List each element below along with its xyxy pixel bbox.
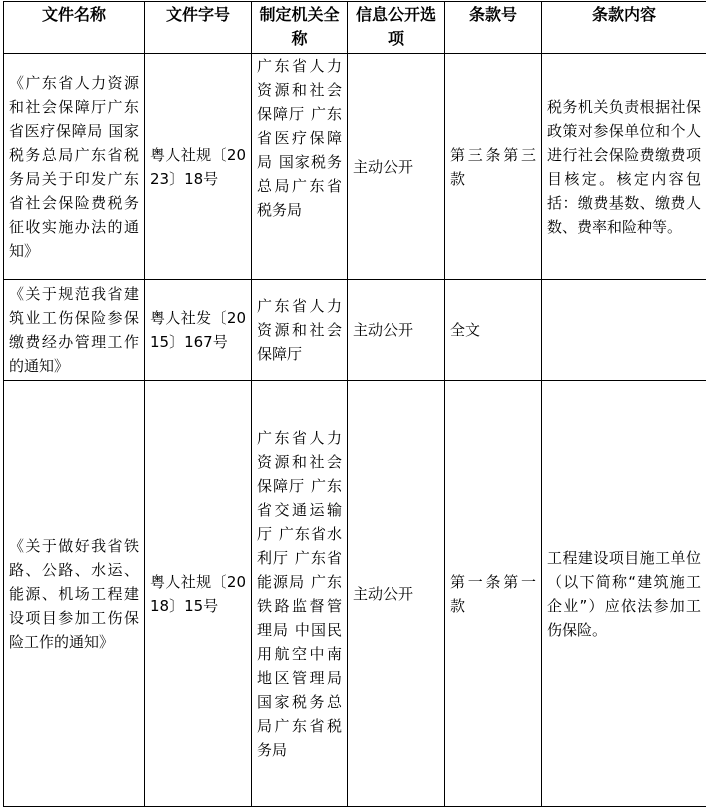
- agency-cell: 广东省人力资源和社会保障厅: [252, 280, 348, 381]
- file-name-cell: 《关于做好我省铁路、公路、水运、能源、机场工程建设项目参加工伤保险工作的通知》: [4, 381, 145, 807]
- disclosure-cell: 主动公开: [348, 280, 445, 381]
- file-name-cell: 《关于规范我省建筑业工伤保险参保缴费经办管理工作的通知》: [4, 280, 145, 381]
- agency-cell: 广东省人力资源和社会保障厅 广东省交通运输厅 广东省水利厅 广东省能源局 广东铁路监督管理局 中国民用航空中南地区管理局 国家税务总局广东省税务局: [252, 381, 348, 807]
- header-issuing-agency: 制定机关全称: [252, 2, 348, 54]
- header-file-name: 文件名称: [4, 2, 145, 54]
- clause-content-cell: [542, 280, 706, 381]
- clause-content-cell: 税务机关负责根据社保政策对参保单位和个人进行社会保险费缴费项目核定。核定内容包括：缴费基数、缴费人数、费率和险种等。: [542, 54, 706, 280]
- clause-number-cell: 第三条第三款: [445, 54, 542, 280]
- agency-cell: 广东省人力资源和社会保障厅 广东省医疗保障局 国家税务总局广东省税务局: [252, 54, 348, 280]
- clause-content-cell: 工程建设项目施工单位（以下简称“建筑施工企业”）应依法参加工伤保险。: [542, 381, 706, 807]
- disclosure-cell: 主动公开: [348, 381, 445, 807]
- file-name-cell: 《广东省人力资源和社会保障厅广东省医疗保障局 国家税务总局广东省税务局关于印发广东省社会保险费税务征收实施办法的通知》: [4, 54, 145, 280]
- policy-table: [3, 1, 706, 807]
- header-clause-number: 条款号: [445, 2, 542, 54]
- file-number-cell: 粤人社规〔2018〕15号: [145, 381, 252, 807]
- header-clause-content: 条款内容: [542, 2, 706, 54]
- header-file-number: 文件字号: [145, 2, 252, 54]
- file-number-cell: 粤人社规〔2023〕18号: [145, 54, 252, 280]
- table-row: [4, 381, 706, 807]
- disclosure-cell: 主动公开: [348, 54, 445, 280]
- table-row: [4, 54, 706, 280]
- header-row: [4, 2, 706, 54]
- header-disclosure-option: 信息公开选项: [348, 2, 445, 54]
- clause-number-cell: 第一条第一款: [445, 381, 542, 807]
- clause-number-cell: 全文: [445, 280, 542, 381]
- file-number-cell: 粤人社发〔2015〕167号: [145, 280, 252, 381]
- table-row: [4, 280, 706, 381]
